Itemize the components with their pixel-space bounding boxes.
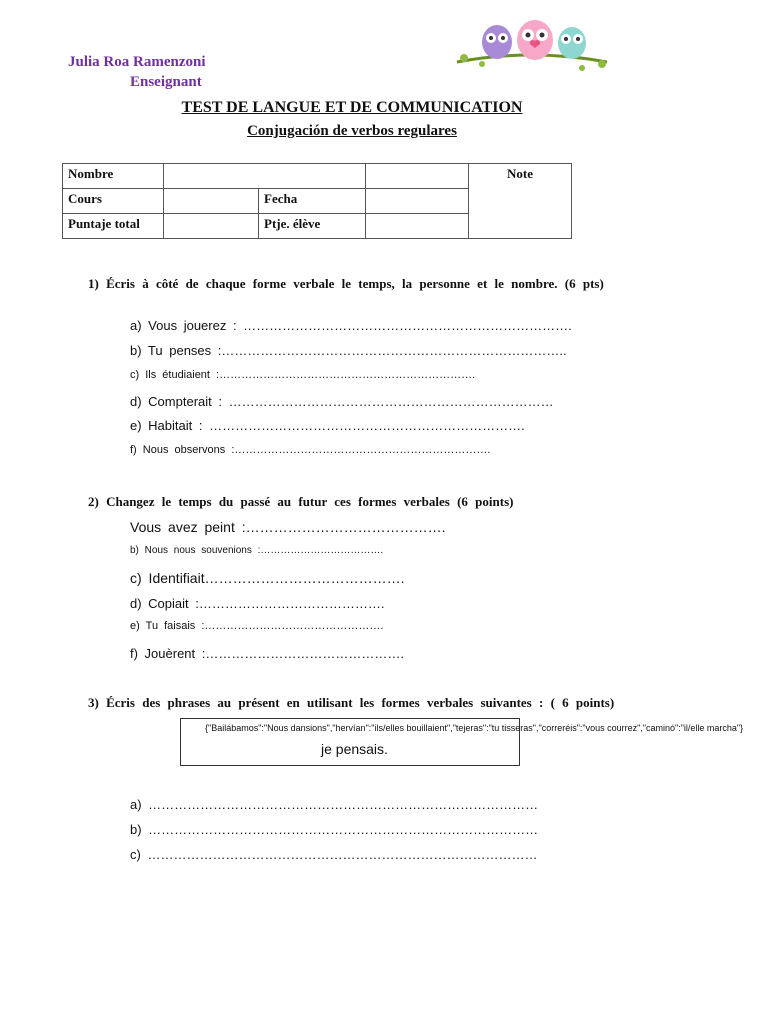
q1-item-b: b) Tu penses :…………………………………………………………………….. bbox=[130, 343, 567, 358]
ptje-eleve-label: Ptje. élève bbox=[259, 214, 366, 239]
q3-answer-c[interactable]: c) ……………………………………………………………………………… bbox=[130, 847, 538, 862]
q1-item-a: a) Vous jouerez : …………………………………………………………………. bbox=[130, 318, 572, 333]
q3-answer-b[interactable]: b) ……………………………………………………………………………… bbox=[130, 822, 539, 837]
question-1-title: 1) Écris à côté de chaque forme verbale le temps, la personne et le nombre. (6 pts) bbox=[88, 276, 604, 291]
verb-box-list: {"Bailábamos":"Nous dansions","hervían":"ils/elles bouillaient","tejeras":"tu tisseras","correréis":"vous courrez","caminó":"il/elle marcha"} bbox=[205, 723, 744, 733]
question-3-title: 3) Écris des phrases au présent en utilisant les formes verbales suivantes : ( 6 points) bbox=[88, 695, 615, 710]
q1-item-c: c) Ils étudiaient :……………………………………………………………. bbox=[130, 369, 476, 381]
fecha-field[interactable] bbox=[366, 189, 469, 214]
puntaje-total-label: Puntaje total bbox=[63, 214, 164, 239]
q2-item-b: b) Nous nous souvenions :………………………………. bbox=[130, 545, 384, 556]
q1-item-f: f) Nous observons :……………………………………………………………. bbox=[130, 444, 491, 456]
ptje-eleve-field[interactable] bbox=[366, 214, 469, 239]
owls-icon bbox=[452, 18, 612, 74]
fecha-label: Fecha bbox=[259, 189, 366, 214]
q2-item-e: e) Tu faisais :…………………………………………. bbox=[130, 620, 384, 632]
teacher-name: Julia Roa Ramenzoni bbox=[68, 54, 206, 70]
question-2-title: 2) Changez le temps du passé au futur ces formes verbales (6 points) bbox=[88, 494, 514, 509]
page-title: TEST DE LANGUE ET DE COMMUNICATION bbox=[181, 99, 523, 116]
q2-item-d: d) Copiait :……………………………………. bbox=[130, 596, 385, 611]
q1-item-e: e) Habitait : ………………………………………………………………. bbox=[130, 418, 525, 433]
nombre-field[interactable] bbox=[164, 164, 366, 189]
info-table bbox=[62, 163, 572, 239]
q2-item-f: f) Jouèrent :………………………………………. bbox=[130, 646, 404, 661]
q3-answer-a[interactable]: a) ……………………………………………………………………………… bbox=[130, 797, 539, 812]
q2-item-a: Vous avez peint :……………………………………. bbox=[130, 519, 446, 535]
q2-item-c: c) Identifiait……………………………………. bbox=[130, 570, 405, 586]
q1-item-d: d) Compterait : ………………………………………………………………… bbox=[130, 394, 554, 409]
nombre-extra-field[interactable] bbox=[366, 164, 469, 189]
puntaje-total-field[interactable] bbox=[164, 214, 259, 239]
page-subtitle: Conjugación de verbos regulares bbox=[247, 123, 457, 139]
cours-label: Cours bbox=[63, 189, 164, 214]
cours-field[interactable] bbox=[164, 189, 259, 214]
note-label: Note bbox=[469, 164, 572, 239]
verb-box-main: je pensais. bbox=[321, 741, 388, 757]
nombre-label: Nombre bbox=[63, 164, 164, 189]
teacher-block bbox=[68, 52, 206, 92]
teacher-role: Enseignant bbox=[130, 74, 202, 90]
